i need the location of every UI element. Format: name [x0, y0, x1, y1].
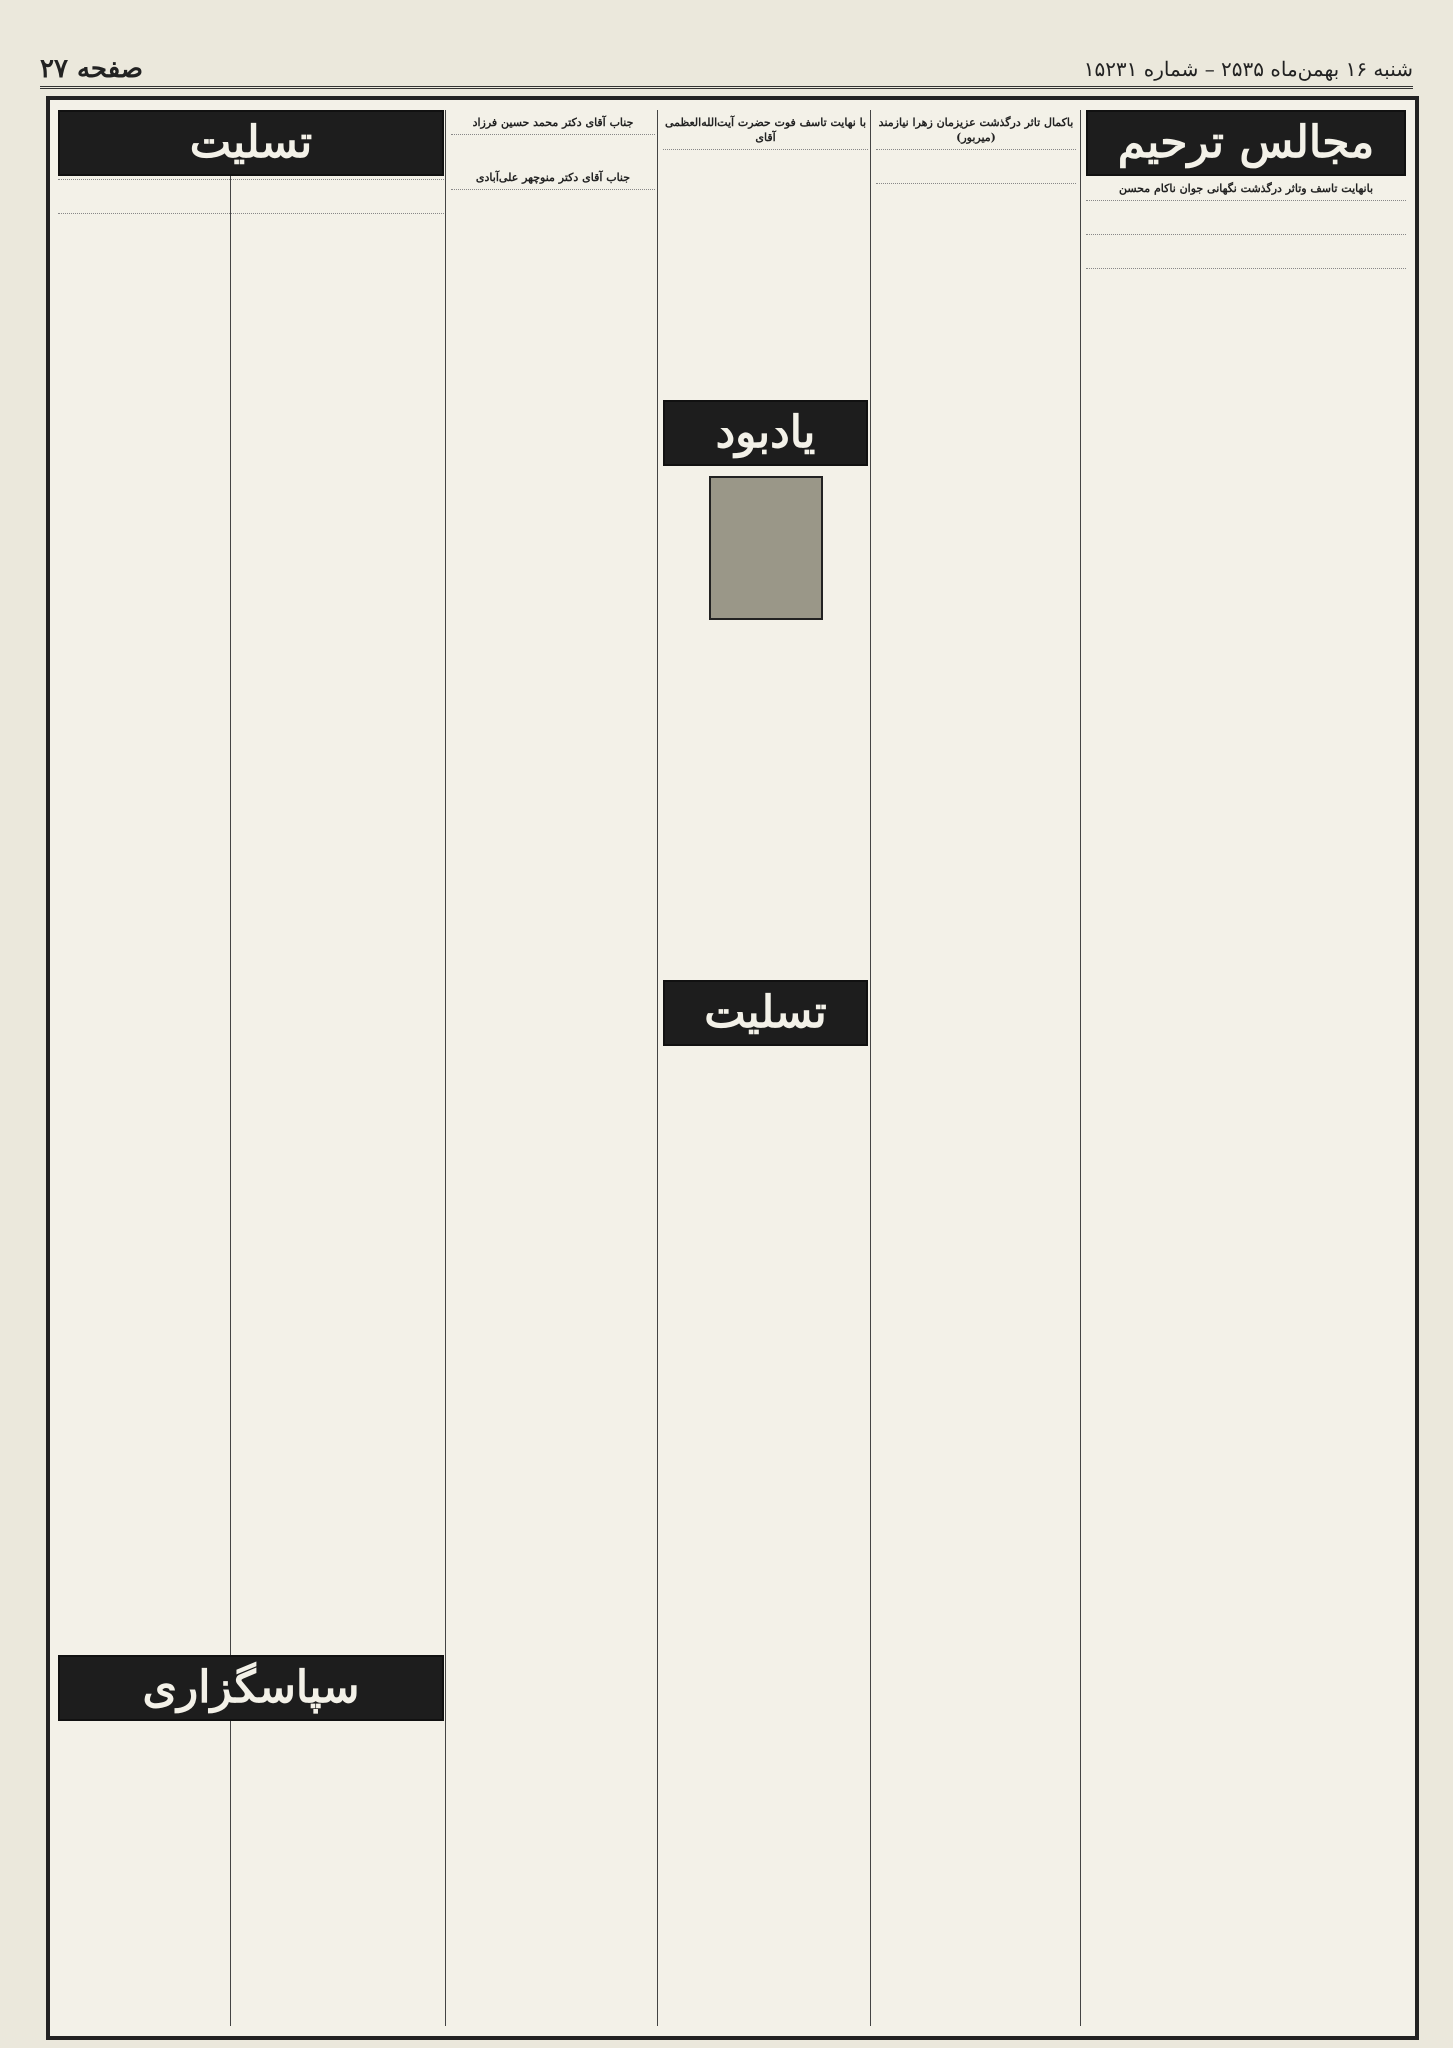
notice-body [876, 183, 1076, 214]
column-divider [870, 110, 871, 2026]
column-divider [445, 110, 446, 2026]
column-divider [1080, 110, 1081, 2026]
notice-heading: جناب آقای دکتر محمد حسین فرزاد [472, 116, 634, 129]
column-right [1086, 110, 1406, 2026]
column-third [663, 110, 868, 2026]
notice-body [1086, 234, 1406, 265]
banner-tasliyat-top: تسلیت [58, 110, 444, 176]
column-left [58, 110, 444, 2026]
notice-body [451, 134, 655, 165]
notice-heading: جناب آقای دکتر منوچهر علی‌آبادی [475, 170, 631, 184]
issue-date-line: شنبه ۱۶ بهمن‌ماه ۲۵۳۵ – شماره ۱۵۲۳۱ [1083, 57, 1413, 81]
notice-body [663, 149, 868, 180]
notice-heading: با نهایت تاسف فوت حضرت آیت‌الله‌العظمی آقای [664, 116, 867, 144]
notice-body [58, 179, 444, 210]
notice-body [58, 213, 444, 244]
notice-heading: بانهایت تاسف وتاثر درگذشت نگهانی جوان ناکام محسن [1118, 182, 1374, 195]
column-fourth [451, 110, 655, 2026]
notice-body [1086, 268, 1406, 299]
column-second [876, 110, 1076, 2026]
page-number: صفحه ۲۷ [40, 54, 143, 84]
memorial-portrait-photo [709, 476, 823, 620]
notice-body [876, 149, 1076, 180]
notice-body [451, 189, 655, 220]
notice-body [1086, 200, 1406, 231]
page-header [40, 52, 1413, 89]
notice-heading: باکمال تاثر درگذشت عزیزمان زهرا نیازمند (میربور) [878, 116, 1074, 144]
banner-tasliyat-middle: تسلیت [663, 980, 868, 1046]
banner-sepasgozari: سپاسگزاری [58, 1655, 444, 1721]
banner-majales-tarhim: مجالس ترحیم [1086, 110, 1406, 176]
column-divider [657, 110, 658, 2026]
banner-yadbood: یادبود [663, 400, 868, 466]
newspaper-page [46, 96, 1419, 2040]
